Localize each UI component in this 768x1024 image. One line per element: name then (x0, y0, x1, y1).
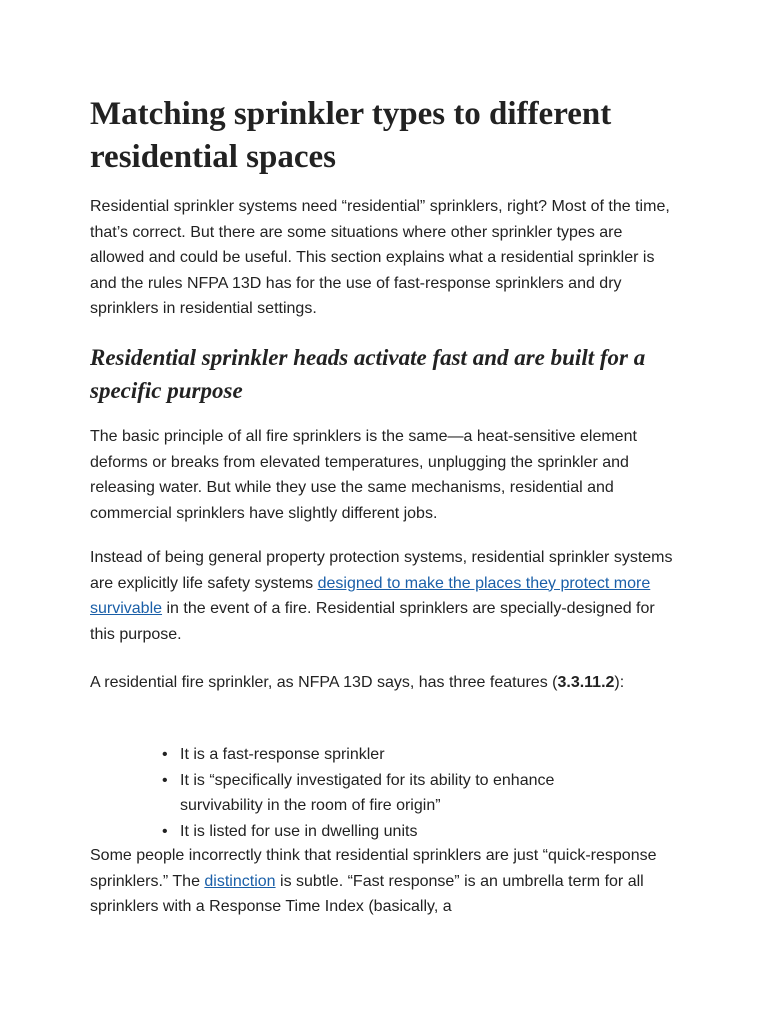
paragraph-text: ): (614, 674, 625, 691)
bullet-icon: • (162, 771, 168, 789)
bullet-icon: • (162, 746, 168, 763)
list-item (162, 768, 640, 819)
list-item-text: It is “specifically investigated for its ability to enhance survivability in the room of fire origin” (180, 771, 555, 814)
list-item (162, 819, 640, 845)
paragraph-text: Instead of being general property protection systems, residential sprinkler systems are explicitly life safety systems (90, 549, 673, 592)
article-title: Matching sprinkler types to different residential spaces (90, 96, 612, 175)
distinction-link[interactable]: distinction (204, 872, 276, 890)
section-heading: Residential sprinkler heads activate fast and are built for a specific purpose (90, 345, 646, 403)
paragraph-life-safety (90, 545, 680, 647)
features-list (90, 742, 680, 844)
paragraph-text: Some people incorrectly think that residential sprinklers are just “quick-response sprinklers.” The (90, 847, 657, 890)
code-reference: 3.3.11.2 (557, 674, 615, 691)
bullet-icon: • (162, 822, 168, 840)
paragraph-principle: The basic principle of all fire sprinklers is the same—a heat-sensitive element deforms or breaks from elevated temperatures, unplugging the sprinkler and releasing water. But while they use the same mechanisms, residential and commercial sprinklers have slightly different jobs. (90, 428, 637, 522)
survivable-link[interactable]: designed to make the places they protect more survivable (90, 574, 651, 617)
list-item-text: It is a fast-response sprinkler (180, 746, 385, 763)
list-item-text: It is listed for use in dwelling units (180, 822, 418, 840)
list-item (162, 742, 640, 768)
paragraph-features-intro (90, 670, 680, 696)
paragraph-text: is subtle. “Fast response” is an umbrella term for all sprinklers with a Response Time Index (basically, a (90, 872, 644, 915)
intro-paragraph: Residential sprinkler systems need “residential” sprinklers, right? Most of the time, that’s correct. But there are some situations where other sprinkler types are allowed and could be useful. This section explains what a residential sprinkler is and the rules NFPA 13D has for the use of fast-response sprinklers and dry sprinklers in residential settings. (90, 198, 670, 317)
paragraph-text: A residential fire sprinkler, as NFPA 13D says, has three features ( (90, 674, 558, 691)
paragraph-distinction (90, 843, 680, 920)
paragraph-text: in the event of a fire. Residential sprinklers are specially-designed for this purpose. (90, 600, 655, 643)
